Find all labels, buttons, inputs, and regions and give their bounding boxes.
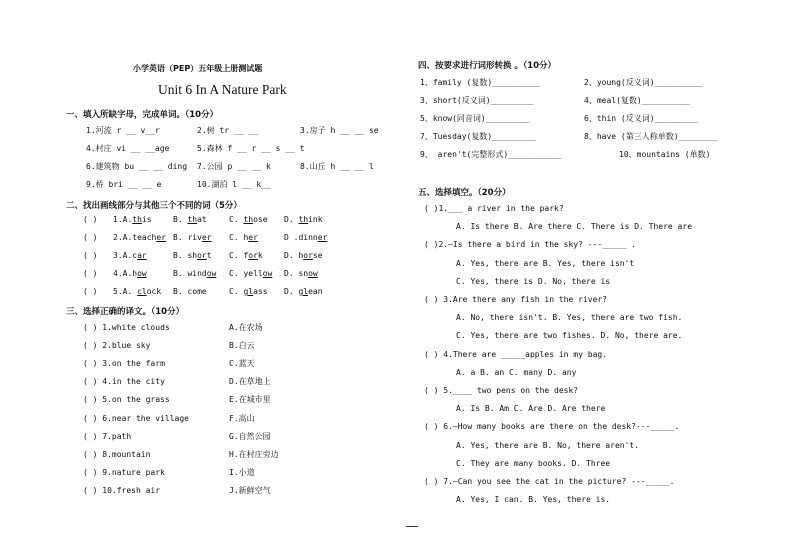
answer-paren: ( ): [83, 269, 98, 278]
underlined-letters: cl: [137, 287, 147, 296]
option-word: [229, 251, 263, 261]
word-form-item: 9、 aren't(完整形式)___________: [420, 150, 562, 159]
fill-letter-item: 7.公园 p __ __ k: [197, 162, 271, 171]
option-word: [284, 251, 323, 261]
option-word: [229, 233, 258, 243]
translation-phrase: ( ) 6.near the village: [83, 413, 189, 423]
answer-paren: ( ): [83, 233, 98, 242]
answer-paren: ( ): [83, 251, 98, 260]
translation-option: I.小道: [229, 467, 255, 477]
option-prefix: D.: [284, 215, 299, 224]
underlined-letters: th: [243, 215, 254, 224]
underlined-letters: th: [132, 215, 142, 224]
word-form-item: 10、mountains (单数): [619, 150, 711, 159]
option-word: [113, 215, 152, 225]
answer-options: C. They are many books. D. Three: [456, 458, 611, 468]
answer-options: A. a B. an C. many D. any: [456, 367, 577, 377]
option-word: [173, 215, 207, 225]
option-word: [284, 287, 323, 297]
option-word: [229, 287, 268, 297]
fill-letter-item: 1.河流 r __ v__r: [86, 126, 160, 135]
translation-option: G.自然公园: [229, 431, 271, 441]
option-prefix: C. h: [229, 233, 249, 242]
option-suffix: t: [206, 251, 212, 260]
answer-paren: ( ): [83, 287, 98, 296]
option-word: [284, 233, 327, 243]
question-line: ( ) 3.Are there any fish in the river?: [424, 295, 608, 304]
underlined-letters: gl: [243, 287, 254, 296]
option-prefix: D .dinn: [284, 233, 318, 242]
word-form-item: 1、family (复数)__________: [420, 78, 541, 87]
underlined-letters: or: [303, 251, 313, 260]
fill-letter-item: 9.桥 bri __ __ e: [86, 180, 162, 189]
section4-heading: 四、按要求进行词形转换 。（10分）: [418, 61, 557, 71]
translation-phrase: ( ) 4.in the city: [83, 377, 165, 387]
fill-letter-item: 8.山丘 h __ __ l: [300, 162, 374, 171]
answer-options: C. Yes, there is D. No, there is: [456, 276, 611, 286]
option-word: [284, 269, 318, 279]
option-prefix: 5.A.: [113, 287, 138, 296]
translation-phrase: ( ) 1.white clouds: [83, 323, 170, 332]
option-word: [173, 287, 207, 297]
underlined-letters: er: [156, 233, 166, 242]
option-word: [113, 251, 147, 261]
translation-phrase: ( ) 7.path: [83, 431, 132, 441]
option-prefix: C. f: [229, 251, 249, 260]
question-line: ( )2.—Is there a bird in the sky? ---_____ .: [424, 240, 636, 250]
answer-options: A. Yes, I can. B. Yes, there is.: [456, 495, 611, 505]
option-prefix: C.: [229, 215, 244, 224]
option-prefix: 2.A.teach: [113, 233, 157, 242]
translation-option: A.在农场: [229, 323, 263, 332]
word-form-item: 3、short(反义词)_________: [420, 96, 534, 105]
answer-options: A. Yes, there are B. Yes, there isn't: [456, 258, 635, 268]
question-line: ( ) 4.There are _____apples in my bag.: [424, 349, 608, 359]
option-prefix: C.: [229, 287, 244, 296]
answer-options: C. Yes, there are two fishes. D. No, there are.: [456, 331, 683, 341]
word-form-item: 4、meal(复数)__________: [584, 96, 690, 105]
translation-option: C.蓝天: [229, 359, 255, 369]
translation-phrase: ( ) 8.mountain: [83, 449, 151, 459]
option-suffix: ean: [308, 287, 323, 296]
answer-options: A. No, there isn't. B. Yes, there are two fish.: [456, 313, 683, 323]
option-prefix: 1.A.: [113, 215, 133, 224]
option-word: [229, 269, 272, 279]
fill-letter-item: 6.建筑物 bu __ __ ding: [86, 162, 188, 171]
unit-title: Unit 6 In A Nature Park: [158, 82, 287, 97]
word-form-item: 7、Tuesday(复数)_________: [420, 132, 536, 141]
option-word: [113, 287, 161, 297]
option-word: [173, 269, 216, 279]
answer-options: A. Is there B. Are there C. There is D. There are: [456, 222, 693, 232]
option-prefix: D.: [284, 287, 299, 296]
translation-phrase: ( ) 9.nature park: [83, 467, 165, 477]
question-line: ( ) 5.____ two pens on the desk?: [424, 386, 579, 395]
option-word: [173, 251, 212, 261]
underlined-letters: ow: [262, 269, 273, 278]
question-line: ( ) 6.—How many books are there on the desk?---_____.: [424, 422, 680, 432]
underlined-letters: or: [197, 251, 207, 260]
translation-option: H.在村庄旁边: [229, 449, 279, 459]
option-prefix: B. sh: [173, 251, 198, 260]
word-form-item: 6、thin (反义词)_________: [584, 114, 698, 123]
option-prefix: C. yell: [229, 269, 263, 278]
option-word: [113, 269, 147, 279]
answer-options: A. Yes, there are B. No, there aren't.: [456, 440, 640, 450]
underlined-letters: ar: [137, 251, 147, 260]
translation-option: B.白云: [229, 341, 255, 351]
option-suffix: at: [197, 215, 207, 224]
translation-option: J.新鲜空气: [229, 485, 271, 495]
option-word: [173, 233, 212, 243]
translation-option: F.高山: [229, 413, 255, 423]
translation-option: E.在城市里: [229, 395, 271, 405]
option-suffix: ass: [253, 287, 268, 296]
option-suffix: is: [141, 215, 152, 224]
section1-heading: 一、填入所缺字母，完成单词。（10分）: [66, 110, 219, 120]
option-prefix: B. riv: [173, 233, 202, 242]
underlined-letters: th: [187, 215, 198, 224]
underlined-letters: er: [317, 233, 328, 242]
answer-paren: ( ): [83, 215, 98, 224]
fill-letter-item: 2.树 tr __ __: [197, 126, 258, 135]
underlined-letters: er: [201, 233, 212, 242]
fill-letter-item: 4.村庄 vi __ __age: [86, 144, 170, 153]
option-prefix: D. sn: [284, 269, 309, 278]
option-suffix: ose: [253, 215, 268, 224]
translation-phrase: ( ) 2.blue sky: [83, 341, 151, 351]
option-word: [229, 215, 268, 225]
underlined-letters: ow: [137, 269, 147, 278]
option-suffix: ink: [308, 215, 323, 224]
question-line: ( ) 7.—Can you see the cat in the picture? ---_____.: [424, 477, 675, 486]
question-line: ( )1.___ a river in the park?: [424, 204, 564, 213]
option-prefix: B. wind: [173, 269, 207, 278]
word-form-item: 2、young(反义词)__________: [584, 78, 703, 87]
translation-option: D.在草地上: [229, 377, 271, 387]
section3-heading: 三、选择正确的译文。（10分）: [66, 307, 185, 317]
option-word: [284, 215, 323, 225]
section2-heading: 二、找出画线部分与其他三个不同的词（5分）: [66, 201, 242, 211]
option-prefix: 4.A.h: [113, 269, 138, 278]
underlined-letters: gl: [298, 287, 309, 296]
fill-letter-item: 5.森林 f __ r __ s __ t: [197, 144, 305, 153]
option-prefix: B. come: [173, 287, 207, 296]
option-suffix: k: [257, 251, 263, 260]
section5-heading: 五、选择填空。（20分）: [418, 188, 511, 198]
fill-letter-item: 10.湖泊 l __ k__: [197, 180, 271, 189]
word-form-item: 5、know(同音词)_________: [420, 114, 530, 123]
option-prefix: 3.A.c: [113, 251, 138, 260]
translation-phrase: ( ) 10.fresh air: [83, 485, 161, 495]
option-suffix: se: [312, 251, 323, 260]
word-form-item: 8、have (第三人称单数)________: [584, 132, 718, 141]
option-word: [113, 233, 166, 243]
translation-phrase: ( ) 5.on the grass: [83, 395, 170, 405]
answer-line: [406, 526, 418, 527]
page-title: 小学英语（PEP）五年级上册测试题: [133, 64, 263, 73]
underlined-letters: or: [248, 251, 258, 260]
underlined-letters: er: [248, 233, 258, 242]
underlined-letters: ow: [206, 269, 217, 278]
translation-phrase: ( ) 3.on the farm: [83, 359, 165, 369]
answer-options: A. Is B. Am C. Are D. Are there: [456, 404, 606, 414]
option-suffix: ock: [146, 287, 162, 296]
option-prefix: B.: [173, 215, 188, 224]
fill-letter-item: 3.房子 h __ __ se: [300, 126, 379, 135]
underlined-letters: th: [298, 215, 309, 224]
underlined-letters: ow: [308, 269, 318, 278]
option-prefix: D. h: [284, 251, 304, 260]
